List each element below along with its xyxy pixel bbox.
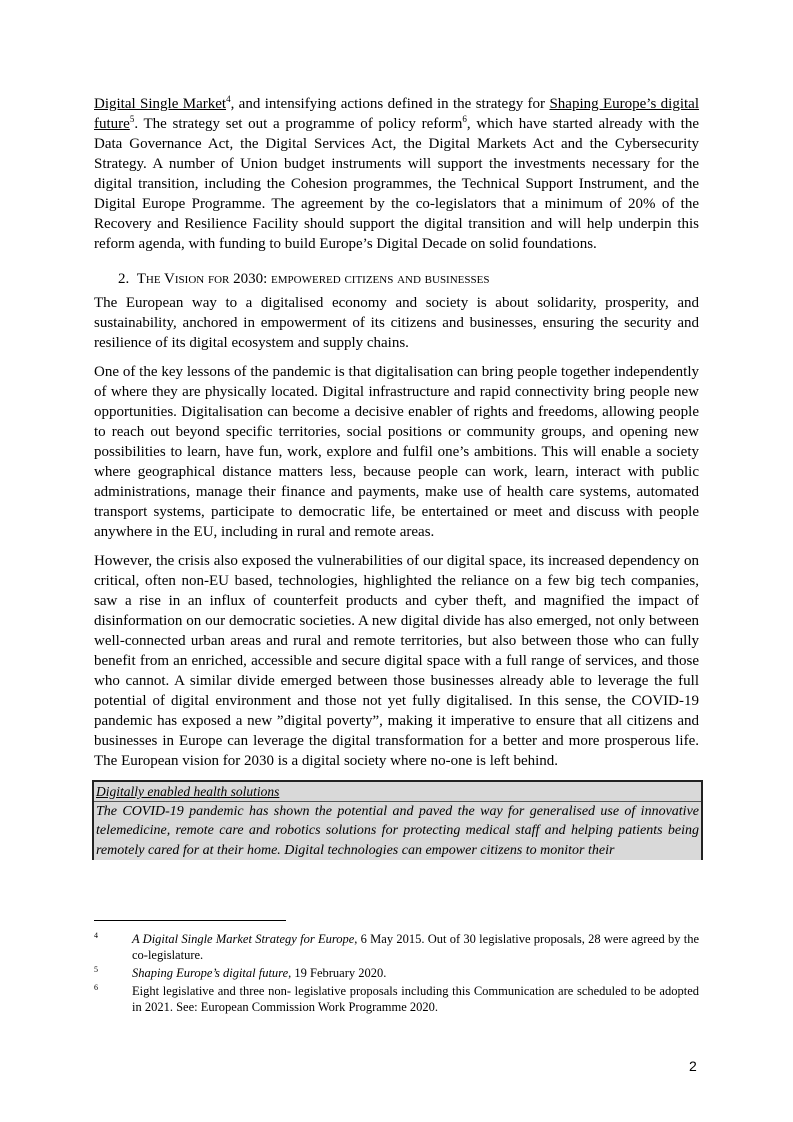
health-solutions-box — [92, 780, 703, 860]
footnote-number: 5 — [94, 965, 98, 974]
footnote-title: Shaping Europe’s digital future — [132, 966, 289, 980]
section-number: 2. — [118, 271, 130, 287]
page-number: 2 — [689, 1058, 697, 1074]
paragraph-key-lessons: One of the key lessons of the pandemic is that digitalisation can bring people together independently of where they are physically located. Digital infrastructure and rapid connectivity bring people new opportunities. Digitalisation can become a decisive enabler of rights and freedoms, allowing people to reach out beyond specific territories, social positions or community groups, and opening new possibilities to learn, have fun, work, explore and fulfil one’s ambitions. This will enable a society where geographical distance matters less, because people can work, learn, interact with public administrations, manage their finance and payments, make use of health care systems, automated transport systems, participate to democratic life, be entertained or meet and discuss with people anywhere in the EU, including in rural and remote areas. — [94, 364, 699, 540]
digital-single-market-link[interactable]: Digital Single Market — [94, 96, 227, 112]
footnote-number: 4 — [94, 931, 98, 940]
footnote-text: , 6 May 2015. Out of 30 legislative proposals, 28 were agreed by the co-legislature. — [132, 932, 699, 962]
paragraph-crisis-vulnerabilities: However, the crisis also exposed the vulnerabilities of our digital space, its increased dependency on critical, often non-EU based, technologies, highlighted the reliance on a few big tech companies, saw a rise in an influx of counterfeit products and cyber theft, and magnified the impact of disinformation on our democratic societies. A new digital divide has also emerged, not only between well-connected urban areas and rural and remote territories, but also between those who can fully benefit from an enriched, accessible and secure digital space with a full range of services, and those who cannot. A similar divide emerged between those businesses already able to leverage the full potential of digital environment and those not yet fully digitalised. In this sense, the COVID-19 pandemic has exposed a new ”digital poverty”, making it imperative to ensure that all citizens and businesses in Europe can leverage the digital transformation for a better and more prosperous life. The European vision for 2030 is a digital society where no-one is left behind. — [94, 553, 699, 769]
footnote-4 — [94, 931, 699, 963]
section-title: The Vision for 2030: empowered citizens and businesses — [136, 271, 490, 287]
footnote-title: A Digital Single Market Strategy for Europe — [132, 932, 355, 946]
box-text: The COVID-19 pandemic has shown the potential and paved the way for generalised use of innovative telemedicine, remote care and robotics solutions for protecting medical staff and helping patients being remotely cared for at their home. Digital technologies can empower citizens to monitor their — [96, 804, 699, 858]
footnote-number: 6 — [94, 983, 98, 992]
footnote-text: Eight legislative and three non- legislative proposals including this Communication are scheduled to be adopted in 2021. See: European Commission Work Programme 2020. — [132, 984, 699, 1014]
shaping-europes-digital-future-link[interactable]: Shaping Europe’s digital future — [94, 96, 700, 132]
box-title: Digitally enabled health solutions — [96, 784, 280, 799]
footnote-5 — [94, 965, 699, 981]
page-body — [94, 94, 699, 860]
intro-paragraph: Digital Single Market$^4$, and intensifying actions defined in the strategy for Shaping Europe’s digital future$^5$. The strategy set out a programme of policy reform$^6$, which have started already with the Data Governance Act, the Digital Services Act, the Digital Markets Act and the Cybersecurity Strategy. A number of Union budget instruments will support the investments necessary for the digital transition, including the Cohesion programmes, the Technical Support Instrument, and the Digital Europe Programme. The agreement by the co-legislators that a minimum of 20% of the Recovery and Resilience Facility should support the digital transition and will help underpin this reform agenda, with funding to build Europe’s Digital Decade on solid foundations. — [94, 94, 700, 252]
footnote-ref-6[interactable]: 6 — [462, 114, 467, 124]
footnote-6 — [94, 983, 699, 1015]
paragraph-european-way: The European way to a digitalised economy and society is about solidarity, prosperity, and sustainability, anchored in empowerment of its citizens and businesses, ensuring the security and resilience of its digital ecosystem and supply chains. — [94, 295, 699, 351]
section-heading — [118, 269, 699, 289]
footnote-ref-4[interactable]: 4 — [226, 94, 231, 104]
footnotes — [94, 920, 699, 1017]
footnote-separator — [94, 920, 286, 921]
footnote-ref-5[interactable]: 5 — [129, 114, 135, 124]
footnote-text: , 19 February 2020. — [288, 966, 387, 980]
